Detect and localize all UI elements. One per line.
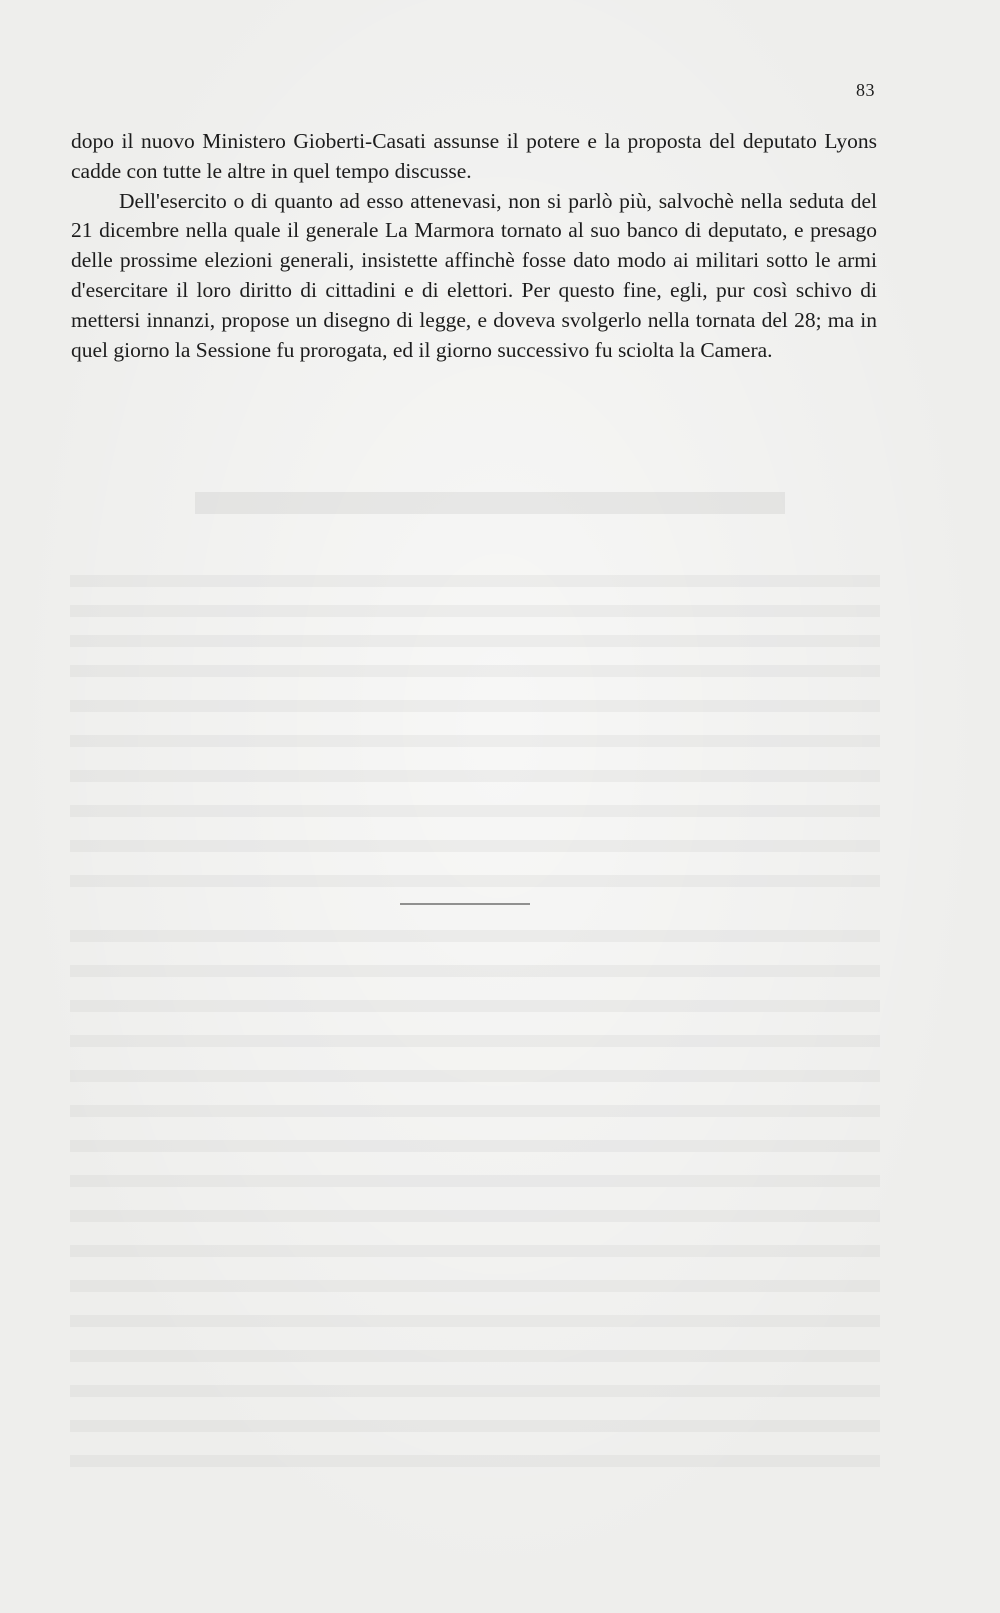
page-number: 83 (856, 80, 875, 100)
bleed-through-line (70, 840, 880, 852)
bleed-through-line (70, 965, 880, 977)
bleed-through-line (70, 930, 880, 942)
bleed-through-line (70, 1000, 880, 1012)
bleed-through-line (70, 1245, 880, 1257)
bleed-through-line (70, 635, 880, 647)
body-text (71, 127, 877, 365)
bleed-through-line (70, 575, 880, 587)
paragraph-2: Dell'esercito o di quanto ad esso attenevasi, non si parlò più, salvochè nella seduta del 21 dicembre nella quale il generale La Marmora tornato al suo banco di deputato, e presago delle prossime elezioni generali, insistette affinchè fosse dato modo ai militari sotto le armi d'esercitare il loro diritto di cittadini e di elettori. Per questo fine, egli, pur così schivo di mettersi innanzi, propose un disegno di legge, e doveva svolgerlo nella tornata del 28; ma in quel giorno la Sessione fu prorogata, ed il giorno successivo fu sciolta la Camera. (71, 188, 877, 362)
paragraph-1: dopo il nuovo Ministero Gioberti-Casati assunse il potere e la proposta del deputato Lyons cadde con tutte le altre in quel tempo discusse. (71, 129, 877, 183)
bleed-through-rule (400, 903, 530, 905)
bleed-through-heading (195, 492, 785, 514)
bleed-through-line (70, 1385, 880, 1397)
bleed-through-line (70, 700, 880, 712)
bleed-through-line (70, 1280, 880, 1292)
bleed-through-line (70, 1455, 880, 1467)
bleed-through-line (70, 1210, 880, 1222)
bleed-through-line (70, 1105, 880, 1117)
bleed-through-line (70, 805, 880, 817)
bleed-through-line (70, 1175, 880, 1187)
bleed-through-line (70, 1140, 880, 1152)
bleed-through-line (70, 1070, 880, 1082)
bleed-through-line (70, 770, 880, 782)
bleed-through-line (70, 1035, 880, 1047)
bleed-through-line (70, 1315, 880, 1327)
bleed-through-line (70, 735, 880, 747)
bleed-through-line (70, 1350, 880, 1362)
bleed-through-line (70, 875, 880, 887)
bleed-through-line (70, 605, 880, 617)
bleed-through-line (70, 665, 880, 677)
bleed-through-line (70, 1420, 880, 1432)
